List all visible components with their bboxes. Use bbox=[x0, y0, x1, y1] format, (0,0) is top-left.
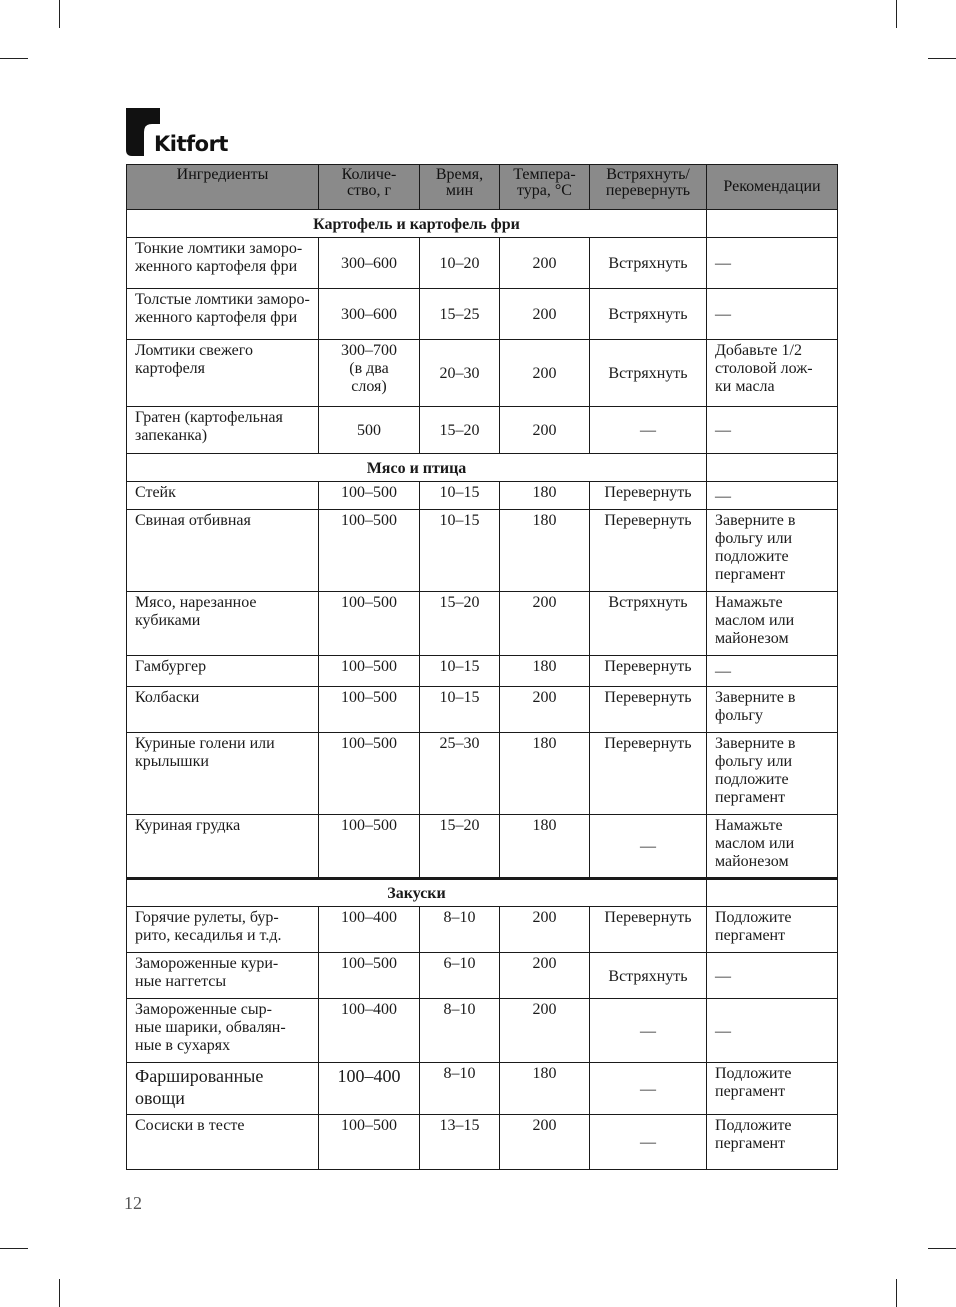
table-row bbox=[127, 289, 838, 340]
table-row bbox=[127, 1063, 838, 1115]
cell-action: Перевернуть bbox=[590, 656, 707, 687]
table-row bbox=[127, 999, 838, 1063]
page-number: 12 bbox=[124, 1193, 142, 1213]
cell-action: Встряхнуть bbox=[590, 238, 707, 289]
cell-recommendation: — bbox=[707, 999, 838, 1063]
table-row bbox=[127, 733, 838, 815]
cell-action: — bbox=[590, 999, 707, 1063]
cell-quantity: 100–400 bbox=[319, 999, 420, 1063]
header-time: Время, мин bbox=[420, 165, 500, 210]
cell-temperature: 200 bbox=[500, 238, 590, 289]
section-row bbox=[127, 454, 838, 482]
crop-mark bbox=[928, 58, 956, 59]
table-row bbox=[127, 510, 838, 592]
cell-action: — bbox=[590, 815, 707, 879]
crop-mark bbox=[896, 0, 897, 28]
table-row bbox=[127, 482, 838, 510]
crop-mark bbox=[0, 1248, 28, 1249]
table-header-row bbox=[127, 165, 838, 210]
cell-quantity: 500 bbox=[319, 407, 420, 454]
crop-mark bbox=[59, 1279, 60, 1307]
cell-action: Встряхнуть bbox=[590, 592, 707, 656]
section-empty-cell bbox=[707, 879, 838, 907]
cell-temperature: 200 bbox=[500, 340, 590, 407]
cell-ingredient: Сосиски в тесте bbox=[127, 1115, 319, 1170]
cell-time: 10–15 bbox=[420, 510, 500, 592]
cell-ingredient: Замороженные кури- ные наггетсы bbox=[127, 953, 319, 999]
cell-quantity: 100–500 bbox=[319, 1115, 420, 1170]
cell-time: 10–20 bbox=[420, 238, 500, 289]
cell-recommendation: — bbox=[707, 656, 838, 687]
cell-time: 15–20 bbox=[420, 815, 500, 879]
header-quantity: Количе- ство, г bbox=[319, 165, 420, 210]
table-row bbox=[127, 953, 838, 999]
cell-temperature: 180 bbox=[500, 656, 590, 687]
cell-ingredient: Куриная грудка bbox=[127, 815, 319, 879]
cell-temperature: 200 bbox=[500, 407, 590, 454]
cell-time: 15–20 bbox=[420, 592, 500, 656]
cell-time: 13–15 bbox=[420, 1115, 500, 1170]
cell-temperature: 180 bbox=[500, 482, 590, 510]
cell-ingredient: Тонкие ломтики заморо- женного картофеля фри bbox=[127, 238, 319, 289]
cell-ingredient: Стейк bbox=[127, 482, 319, 510]
cell-recommendation: — bbox=[707, 238, 838, 289]
cell-temperature: 200 bbox=[500, 953, 590, 999]
cell-quantity: 300–700 (в два слоя) bbox=[319, 340, 420, 407]
cell-quantity: 100–500 bbox=[319, 733, 420, 815]
header-recommendations: Рекомендации bbox=[707, 165, 838, 210]
cell-action: Встряхнуть bbox=[590, 289, 707, 340]
cell-action: Перевернуть bbox=[590, 482, 707, 510]
cell-recommendation: Заверните в фольгу bbox=[707, 687, 838, 733]
cell-recommendation: Подложите пергамент bbox=[707, 1115, 838, 1170]
table-row bbox=[127, 907, 838, 953]
table-row bbox=[127, 592, 838, 656]
table-row bbox=[127, 815, 838, 879]
cell-time: 10–15 bbox=[420, 687, 500, 733]
table-row bbox=[127, 687, 838, 733]
cell-action: Встряхнуть bbox=[590, 953, 707, 999]
cell-recommendation: Намажьте маслом или майонезом bbox=[707, 592, 838, 656]
cell-temperature: 200 bbox=[500, 687, 590, 733]
cell-recommendation: — bbox=[707, 407, 838, 454]
cell-temperature: 180 bbox=[500, 815, 590, 879]
crop-mark bbox=[896, 1279, 897, 1307]
cell-action: Перевернуть bbox=[590, 510, 707, 592]
cell-recommendation: Подложите пергамент bbox=[707, 1063, 838, 1115]
cell-time: 8–10 bbox=[420, 907, 500, 953]
cell-temperature: 200 bbox=[500, 289, 590, 340]
cell-ingredient: Толстые ломтики заморо- женного картофеля фри bbox=[127, 289, 319, 340]
cell-action: — bbox=[590, 1115, 707, 1170]
cell-quantity: 100–400 bbox=[319, 1063, 420, 1115]
cell-time: 15–20 bbox=[420, 407, 500, 454]
cell-quantity: 100–500 bbox=[319, 510, 420, 592]
section-row bbox=[127, 879, 838, 907]
cell-time: 8–10 bbox=[420, 999, 500, 1063]
header-shake: Встряхнуть/ перевернуть bbox=[590, 165, 707, 210]
cell-time: 10–15 bbox=[420, 482, 500, 510]
cell-recommendation: — bbox=[707, 482, 838, 510]
cell-action: Перевернуть bbox=[590, 687, 707, 733]
cell-ingredient: Мясо, нарезанное кубиками bbox=[127, 592, 319, 656]
cell-action: Перевернуть bbox=[590, 733, 707, 815]
cell-time: 6–10 bbox=[420, 953, 500, 999]
cell-ingredient: Фаршированные овощи bbox=[127, 1063, 319, 1115]
cell-recommendation: — bbox=[707, 953, 838, 999]
cell-recommendation: Заверните в фольгу или подложите пергамент bbox=[707, 510, 838, 592]
cell-temperature: 180 bbox=[500, 733, 590, 815]
table-row bbox=[127, 407, 838, 454]
cell-ingredient: Куриные голени или крылышки bbox=[127, 733, 319, 815]
header-temperature: Темпера- тура, °C bbox=[500, 165, 590, 210]
cell-temperature: 200 bbox=[500, 1115, 590, 1170]
cell-quantity: 100–500 bbox=[319, 815, 420, 879]
cell-recommendation: — bbox=[707, 289, 838, 340]
cell-time: 20–30 bbox=[420, 340, 500, 407]
cell-quantity: 300–600 bbox=[319, 289, 420, 340]
cell-temperature: 180 bbox=[500, 510, 590, 592]
section-row bbox=[127, 210, 838, 238]
cell-ingredient: Гамбургер bbox=[127, 656, 319, 687]
cell-action: — bbox=[590, 407, 707, 454]
cell-action: Встряхнуть bbox=[590, 340, 707, 407]
cell-action: — bbox=[590, 1063, 707, 1115]
crop-mark bbox=[928, 1248, 956, 1249]
section-title: Закуски bbox=[127, 879, 707, 907]
cell-recommendation: Заверните в фольгу или подложите пергамент bbox=[707, 733, 838, 815]
section-title: Мясо и птица bbox=[127, 454, 707, 482]
cell-ingredient: Ломтики свежего картофеля bbox=[127, 340, 319, 407]
cell-temperature: 180 bbox=[500, 1063, 590, 1115]
header-ingredients: Ингредиенты bbox=[127, 165, 319, 210]
table-row bbox=[127, 340, 838, 407]
brand-name: Kitfort bbox=[154, 132, 228, 156]
cell-time: 15–25 bbox=[420, 289, 500, 340]
cell-ingredient: Гратен (картофельная запеканка) bbox=[127, 407, 319, 454]
cooking-table bbox=[126, 164, 838, 1170]
table-row bbox=[127, 656, 838, 687]
cell-quantity: 300–600 bbox=[319, 238, 420, 289]
cell-quantity: 100–500 bbox=[319, 482, 420, 510]
cell-temperature: 200 bbox=[500, 907, 590, 953]
cell-quantity: 100–400 bbox=[319, 907, 420, 953]
cell-quantity: 100–500 bbox=[319, 953, 420, 999]
cell-quantity: 100–500 bbox=[319, 687, 420, 733]
cell-ingredient: Замороженные сыр- ные шарики, обвалян- ные в сухарях bbox=[127, 999, 319, 1063]
cell-action: Перевернуть bbox=[590, 907, 707, 953]
cell-quantity: 100–500 bbox=[319, 592, 420, 656]
cell-temperature: 200 bbox=[500, 999, 590, 1063]
cell-ingredient: Колбаски bbox=[127, 687, 319, 733]
cell-temperature: 200 bbox=[500, 592, 590, 656]
cell-time: 25–30 bbox=[420, 733, 500, 815]
table-row bbox=[127, 238, 838, 289]
cell-time: 8–10 bbox=[420, 1063, 500, 1115]
section-empty-cell bbox=[707, 454, 838, 482]
cell-ingredient: Горячие рулеты, бур- рито, кесадилья и т.д. bbox=[127, 907, 319, 953]
cell-time: 10–15 bbox=[420, 656, 500, 687]
cell-recommendation: Намажьте маслом или майонезом bbox=[707, 815, 838, 879]
section-empty-cell bbox=[707, 210, 838, 238]
table-row bbox=[127, 1115, 838, 1170]
cell-quantity: 100–500 bbox=[319, 656, 420, 687]
cell-recommendation: Добавьте 1/2 столовой лож- ки масла bbox=[707, 340, 838, 407]
section-title: Картофель и картофель фри bbox=[127, 210, 707, 238]
crop-mark bbox=[59, 0, 60, 28]
cell-recommendation: Подложите пергамент bbox=[707, 907, 838, 953]
crop-mark bbox=[0, 58, 28, 59]
cell-ingredient: Свиная отбивная bbox=[127, 510, 319, 592]
